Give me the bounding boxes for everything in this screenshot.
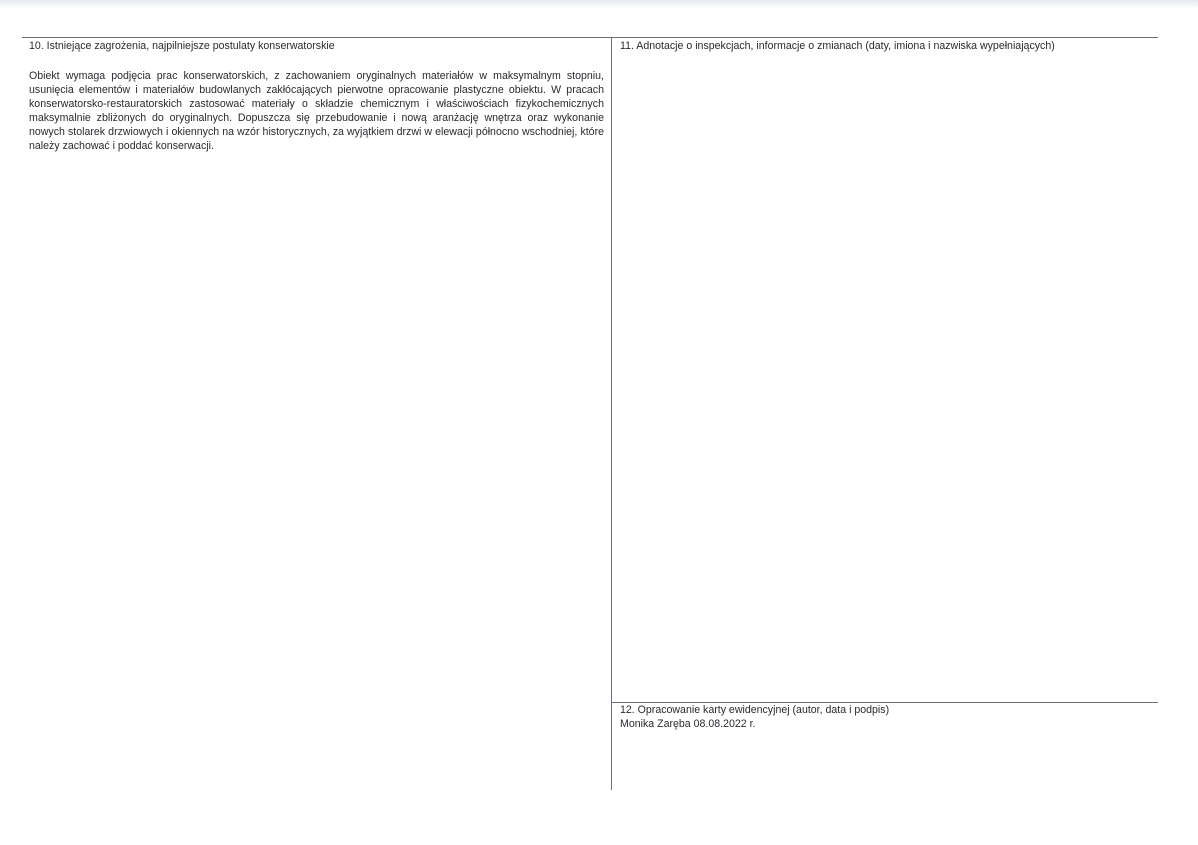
- column-divider: [611, 37, 612, 790]
- section-10-body: Obiekt wymaga podjęcia prac konserwatorskich, z zachowaniem oryginalnych materiałów w maksymalnym stopniu, usunięcia elementów i materiałów budowlanych zakłócających pierwotne opracowanie plastyczne obiektu. W pracach konserwatorsko-restauratorskich zastosować materiały o składzie chemicznym i właściwościach fizykochemicznych maksymalnie zbliżonych do oryginalnych. Dopuszcza się przebudowanie i nową aranżację wnętrza oraz wykonanie nowych stolarek drzwiowych i okiennych na wzór historycznych, za wyjątkiem drzwi w elewacji północno wschodniej, które należy zachować i poddać konserwacji.: [29, 70, 604, 152]
- section-10-title: 10. Istniejące zagrożenia, najpilniejsze postulaty konserwatorskie: [29, 40, 335, 52]
- section-12-title: 12. Opracowanie karty ewidencyjnej (autor, data i podpis): [620, 704, 890, 716]
- section-10-threats-postulates: [29, 39, 604, 153]
- section-12-author-date: Monika Zaręba 08.08.2022 r.: [620, 718, 756, 730]
- table-top-border: [22, 37, 1158, 38]
- section-11-title: 11. Adnotacje o inspekcjach, informacje o zmianach (daty, imiona i nazwiska wypełniających): [620, 40, 1055, 52]
- section-11-inspection-notes: [620, 39, 1155, 53]
- section-12-card-author: [620, 703, 1155, 731]
- scan-bleed-through: [0, 0, 1198, 8]
